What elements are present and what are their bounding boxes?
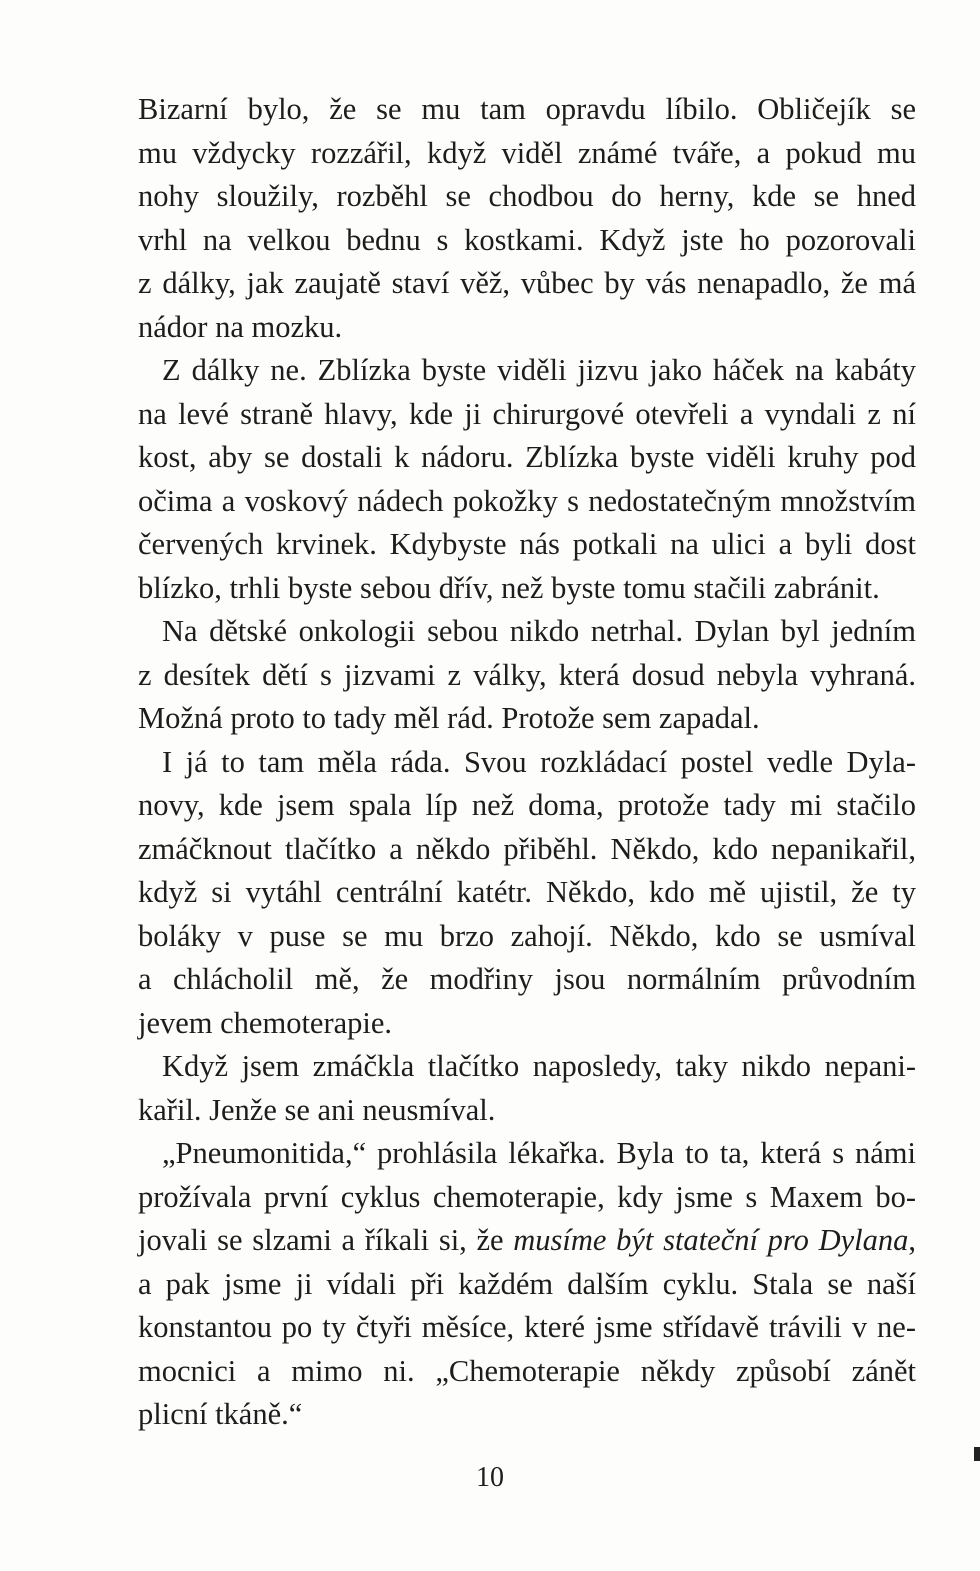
text-line: kařil. Jenže se ani neusmíval. [138,1092,496,1127]
text-line: plicní tkáně.“ [138,1397,303,1431]
paragraph-6 [138,1132,916,1437]
italic-phrase: musíme být stateční pro Dylana [513,1223,909,1257]
text-line: Možná proto to tady měl rád. Protože sem zapadal. [138,701,760,735]
scan-edge-mark [974,1447,980,1461]
text-segment: jovali se slzami a říkali si, že [138,1223,514,1257]
text-line: Z dálky ne. Zblízka byste viděli jizvu jako háček na kabáty [162,353,916,387]
text-line: nohy sloužily, rozběhl se chodbou do herny, kde se hned [138,179,916,213]
text-line-with-italic [138,1219,916,1263]
paragraph-3 [138,610,916,741]
text-line: a chlácholil mě, že modřiny jsou normálním průvodním [138,962,916,996]
paragraph-2 [138,349,916,610]
text-segment: , [908,1223,916,1257]
text-line: z desítek dětí s jizvami z války, která dosud nebyla vyhraná. [138,657,916,692]
text-line: a pak jsme ji vídali při každém dalším cyklu. Stala se naší [138,1266,916,1301]
text-line: kost, aby se dostali k nádoru. Zblízka byste viděli kruhy pod [138,440,916,474]
text-line: „Pneumonitida,“ prohlásila lékařka. Byla to ta, která s námi [162,1136,916,1170]
text-line: nádor na mozku. [138,309,343,344]
body-text [138,88,916,1437]
text-line: očima a voskový nádech pokožky s nedostatečným množstvím [138,483,916,518]
text-line: Bizarní bylo, že se mu tam opravdu líbilo. Obličejík se [138,92,916,126]
text-line: konstantou po ty čtyři měsíce, které jsme střídavě trávili v ne- [138,1310,916,1344]
page-number: 10 [476,1462,504,1493]
text-line: blízko, trhli byste sebou dřív, než byste tomu stačili zabránit. [138,570,880,605]
text-line: z dálky, jak zaujatě staví věž, vůbec by vás nenapadlo, že má [138,266,916,300]
text-line: když si vytáhl centrální katétr. Někdo, kdo mě ujistil, že ty [138,875,916,909]
text-line: prožívala první cyklus chemoterapie, kdy jsme s Maxem bo- [138,1179,916,1214]
paragraph-1 [138,88,916,349]
text-line: vrhl na velkou bednu s kostkami. Když jste ho pozorovali [138,222,916,257]
paragraph-4 [138,741,916,1046]
text-line: červených krvinek. Kdybyste nás potkali na ulici a byli dost [138,527,916,561]
text-line: I já to tam měla ráda. Svou rozkládací postel vedle Dyla- [162,744,916,779]
text-line: mu vždycky rozzářil, když viděl známé tváře, a pokud mu [138,135,916,170]
paragraph-5 [138,1045,916,1132]
text-line: Když jsem zmáčkla tlačítko naposledy, taky nikdo nepani- [162,1049,916,1083]
text-line: boláky v puse se mu brzo zahojí. Někdo, kdo se usmíval [138,918,916,953]
text-line: novy, kde jsem spala líp než doma, protože tady mi stačilo [138,788,916,822]
text-line: jevem chemoterapie. [138,1005,393,1040]
text-line: na levé straně hlavy, kde ji chirurgové otevřeli a vyndali z ní [138,396,916,431]
text-line: mocnici a mimo ni. „Chemoterapie někdy způsobí zánět [138,1353,916,1388]
text-line: Na dětské onkologii sebou nikdo netrhal. Dylan byl jedním [162,614,916,648]
text-line: zmáčknout tlačítko a někdo přiběhl. Někdo, kdo nepanikařil, [138,831,916,866]
